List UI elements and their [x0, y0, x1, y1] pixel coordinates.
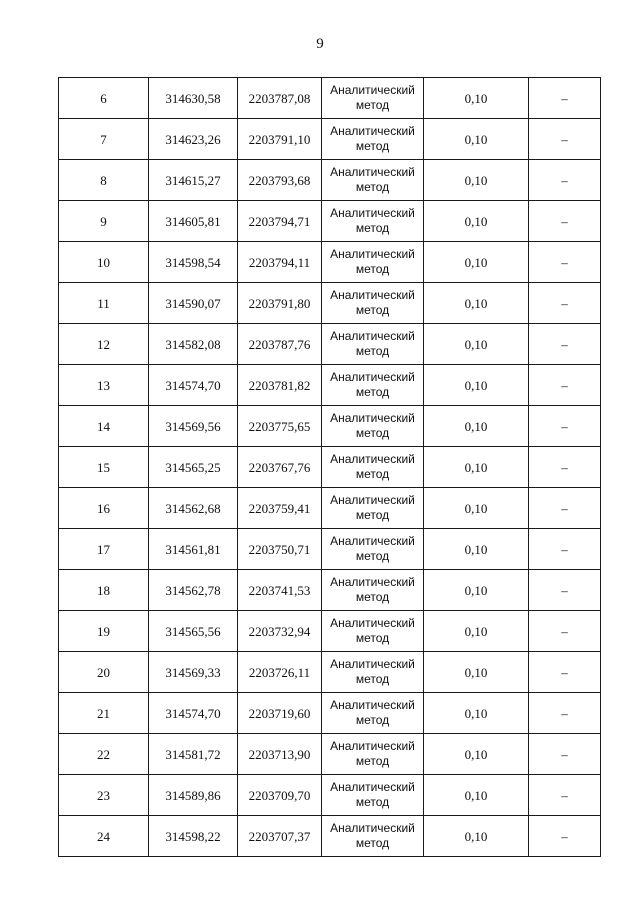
method-line-2: метод — [355, 836, 390, 850]
y-coordinate-cell: 2203719,60 — [238, 693, 322, 734]
point-number-cell: 19 — [59, 611, 149, 652]
x-coordinate-cell: 314562,78 — [149, 570, 238, 611]
method-cell — [322, 242, 424, 283]
method-line-2: метод — [355, 98, 390, 112]
x-coordinate-cell: 314598,54 — [149, 242, 238, 283]
method-line-1: Аналитический — [330, 657, 415, 671]
method-line-2: метод — [355, 180, 390, 194]
table-row — [59, 119, 601, 160]
note-cell: – — [529, 693, 601, 734]
note-cell: – — [529, 201, 601, 242]
y-coordinate-cell: 2203767,76 — [238, 447, 322, 488]
note-cell: – — [529, 78, 601, 119]
table-row — [59, 734, 601, 775]
x-coordinate-cell: 314565,25 — [149, 447, 238, 488]
method-line-2: метод — [355, 795, 390, 809]
method-line-2: метод — [355, 262, 390, 276]
accuracy-cell: 0,10 — [424, 652, 529, 693]
accuracy-cell: 0,10 — [424, 242, 529, 283]
x-coordinate-cell: 314569,33 — [149, 652, 238, 693]
y-coordinate-cell: 2203791,10 — [238, 119, 322, 160]
note-cell: – — [529, 488, 601, 529]
method-cell — [322, 119, 424, 160]
point-number-cell: 20 — [59, 652, 149, 693]
method-line-2: метод — [355, 713, 390, 727]
table-row — [59, 283, 601, 324]
method-cell — [322, 365, 424, 406]
method-line-1: Аналитический — [330, 206, 415, 220]
x-coordinate-cell: 314581,72 — [149, 734, 238, 775]
note-cell: – — [529, 119, 601, 160]
y-coordinate-cell: 2203741,53 — [238, 570, 322, 611]
method-line-1: Аналитический — [330, 534, 415, 548]
method-line-2: метод — [355, 221, 390, 235]
point-number-cell: 11 — [59, 283, 149, 324]
note-cell: – — [529, 816, 601, 857]
table-row — [59, 816, 601, 857]
accuracy-cell: 0,10 — [424, 447, 529, 488]
table-row — [59, 570, 601, 611]
x-coordinate-cell: 314561,81 — [149, 529, 238, 570]
method-cell — [322, 488, 424, 529]
table-row — [59, 488, 601, 529]
note-cell: – — [529, 652, 601, 693]
x-coordinate-cell: 314590,07 — [149, 283, 238, 324]
note-cell: – — [529, 447, 601, 488]
accuracy-cell: 0,10 — [424, 406, 529, 447]
table-row — [59, 447, 601, 488]
method-line-2: метод — [355, 549, 390, 563]
table-row — [59, 693, 601, 734]
accuracy-cell: 0,10 — [424, 201, 529, 242]
method-line-1: Аналитический — [330, 493, 415, 507]
method-line-1: Аналитический — [330, 698, 415, 712]
x-coordinate-cell: 314574,70 — [149, 693, 238, 734]
y-coordinate-cell: 2203750,71 — [238, 529, 322, 570]
method-cell — [322, 652, 424, 693]
method-cell — [322, 160, 424, 201]
y-coordinate-cell: 2203791,80 — [238, 283, 322, 324]
method-line-2: метод — [355, 303, 390, 317]
table-row — [59, 365, 601, 406]
x-coordinate-cell: 314565,56 — [149, 611, 238, 652]
y-coordinate-cell: 2203759,41 — [238, 488, 322, 529]
method-line-1: Аналитический — [330, 288, 415, 302]
accuracy-cell: 0,10 — [424, 775, 529, 816]
note-cell: – — [529, 775, 601, 816]
x-coordinate-cell: 314574,70 — [149, 365, 238, 406]
accuracy-cell: 0,10 — [424, 816, 529, 857]
method-line-1: Аналитический — [330, 739, 415, 753]
x-coordinate-cell: 314562,68 — [149, 488, 238, 529]
note-cell: – — [529, 324, 601, 365]
page-number: 9 — [316, 36, 324, 52]
point-number-cell: 21 — [59, 693, 149, 734]
coordinates-table-body — [59, 78, 601, 857]
method-cell — [322, 570, 424, 611]
note-cell: – — [529, 242, 601, 283]
y-coordinate-cell: 2203732,94 — [238, 611, 322, 652]
method-line-2: метод — [355, 508, 390, 522]
y-coordinate-cell: 2203787,76 — [238, 324, 322, 365]
y-coordinate-cell: 2203787,08 — [238, 78, 322, 119]
accuracy-cell: 0,10 — [424, 283, 529, 324]
method-cell — [322, 283, 424, 324]
y-coordinate-cell: 2203713,90 — [238, 734, 322, 775]
note-cell: – — [529, 529, 601, 570]
note-cell: – — [529, 570, 601, 611]
method-line-1: Аналитический — [330, 124, 415, 138]
x-coordinate-cell: 314582,08 — [149, 324, 238, 365]
point-number-cell: 7 — [59, 119, 149, 160]
coordinates-table — [58, 77, 601, 857]
x-coordinate-cell: 314569,56 — [149, 406, 238, 447]
x-coordinate-cell: 314598,22 — [149, 816, 238, 857]
note-cell: – — [529, 611, 601, 652]
y-coordinate-cell: 2203794,71 — [238, 201, 322, 242]
method-cell — [322, 529, 424, 570]
method-cell — [322, 734, 424, 775]
point-number-cell: 14 — [59, 406, 149, 447]
y-coordinate-cell: 2203726,11 — [238, 652, 322, 693]
method-line-1: Аналитический — [330, 329, 415, 343]
accuracy-cell: 0,10 — [424, 529, 529, 570]
method-line-2: метод — [355, 385, 390, 399]
accuracy-cell: 0,10 — [424, 78, 529, 119]
method-line-2: метод — [355, 467, 390, 481]
note-cell: – — [529, 365, 601, 406]
point-number-cell: 16 — [59, 488, 149, 529]
note-cell: – — [529, 160, 601, 201]
method-line-1: Аналитический — [330, 165, 415, 179]
table-row — [59, 160, 601, 201]
method-cell — [322, 775, 424, 816]
method-line-1: Аналитический — [330, 452, 415, 466]
x-coordinate-cell: 314605,81 — [149, 201, 238, 242]
x-coordinate-cell: 314623,26 — [149, 119, 238, 160]
accuracy-cell: 0,10 — [424, 160, 529, 201]
method-line-1: Аналитический — [330, 411, 415, 425]
method-line-2: метод — [355, 426, 390, 440]
method-line-2: метод — [355, 139, 390, 153]
y-coordinate-cell: 2203775,65 — [238, 406, 322, 447]
method-cell — [322, 816, 424, 857]
point-number-cell: 9 — [59, 201, 149, 242]
point-number-cell: 23 — [59, 775, 149, 816]
point-number-cell: 18 — [59, 570, 149, 611]
accuracy-cell: 0,10 — [424, 693, 529, 734]
method-line-2: метод — [355, 590, 390, 604]
method-cell — [322, 447, 424, 488]
table-row — [59, 324, 601, 365]
method-line-1: Аналитический — [330, 780, 415, 794]
table-row — [59, 78, 601, 119]
table-row — [59, 652, 601, 693]
point-number-cell: 24 — [59, 816, 149, 857]
point-number-cell: 6 — [59, 78, 149, 119]
x-coordinate-cell: 314615,27 — [149, 160, 238, 201]
accuracy-cell: 0,10 — [424, 611, 529, 652]
table-row — [59, 529, 601, 570]
accuracy-cell: 0,10 — [424, 488, 529, 529]
point-number-cell: 10 — [59, 242, 149, 283]
method-cell — [322, 693, 424, 734]
point-number-cell: 15 — [59, 447, 149, 488]
method-line-1: Аналитический — [330, 575, 415, 589]
accuracy-cell: 0,10 — [424, 365, 529, 406]
table-row — [59, 406, 601, 447]
table-row — [59, 611, 601, 652]
method-cell — [322, 78, 424, 119]
accuracy-cell: 0,10 — [424, 570, 529, 611]
y-coordinate-cell: 2203781,82 — [238, 365, 322, 406]
method-cell — [322, 611, 424, 652]
method-line-1: Аналитический — [330, 821, 415, 835]
method-line-1: Аналитический — [330, 83, 415, 97]
method-cell — [322, 324, 424, 365]
point-number-cell: 17 — [59, 529, 149, 570]
method-line-1: Аналитический — [330, 370, 415, 384]
note-cell: – — [529, 406, 601, 447]
accuracy-cell: 0,10 — [424, 734, 529, 775]
table-row — [59, 775, 601, 816]
method-cell — [322, 201, 424, 242]
y-coordinate-cell: 2203793,68 — [238, 160, 322, 201]
method-line-1: Аналитический — [330, 616, 415, 630]
accuracy-cell: 0,10 — [424, 119, 529, 160]
x-coordinate-cell: 314589,86 — [149, 775, 238, 816]
method-line-1: Аналитический — [330, 247, 415, 261]
x-coordinate-cell: 314630,58 — [149, 78, 238, 119]
note-cell: – — [529, 734, 601, 775]
y-coordinate-cell: 2203794,11 — [238, 242, 322, 283]
method-cell — [322, 406, 424, 447]
table-row — [59, 242, 601, 283]
method-line-2: метод — [355, 344, 390, 358]
method-line-2: метод — [355, 631, 390, 645]
table-row — [59, 201, 601, 242]
y-coordinate-cell: 2203709,70 — [238, 775, 322, 816]
method-line-2: метод — [355, 754, 390, 768]
point-number-cell: 12 — [59, 324, 149, 365]
y-coordinate-cell: 2203707,37 — [238, 816, 322, 857]
point-number-cell: 8 — [59, 160, 149, 201]
point-number-cell: 13 — [59, 365, 149, 406]
accuracy-cell: 0,10 — [424, 324, 529, 365]
point-number-cell: 22 — [59, 734, 149, 775]
note-cell: – — [529, 283, 601, 324]
method-line-2: метод — [355, 672, 390, 686]
